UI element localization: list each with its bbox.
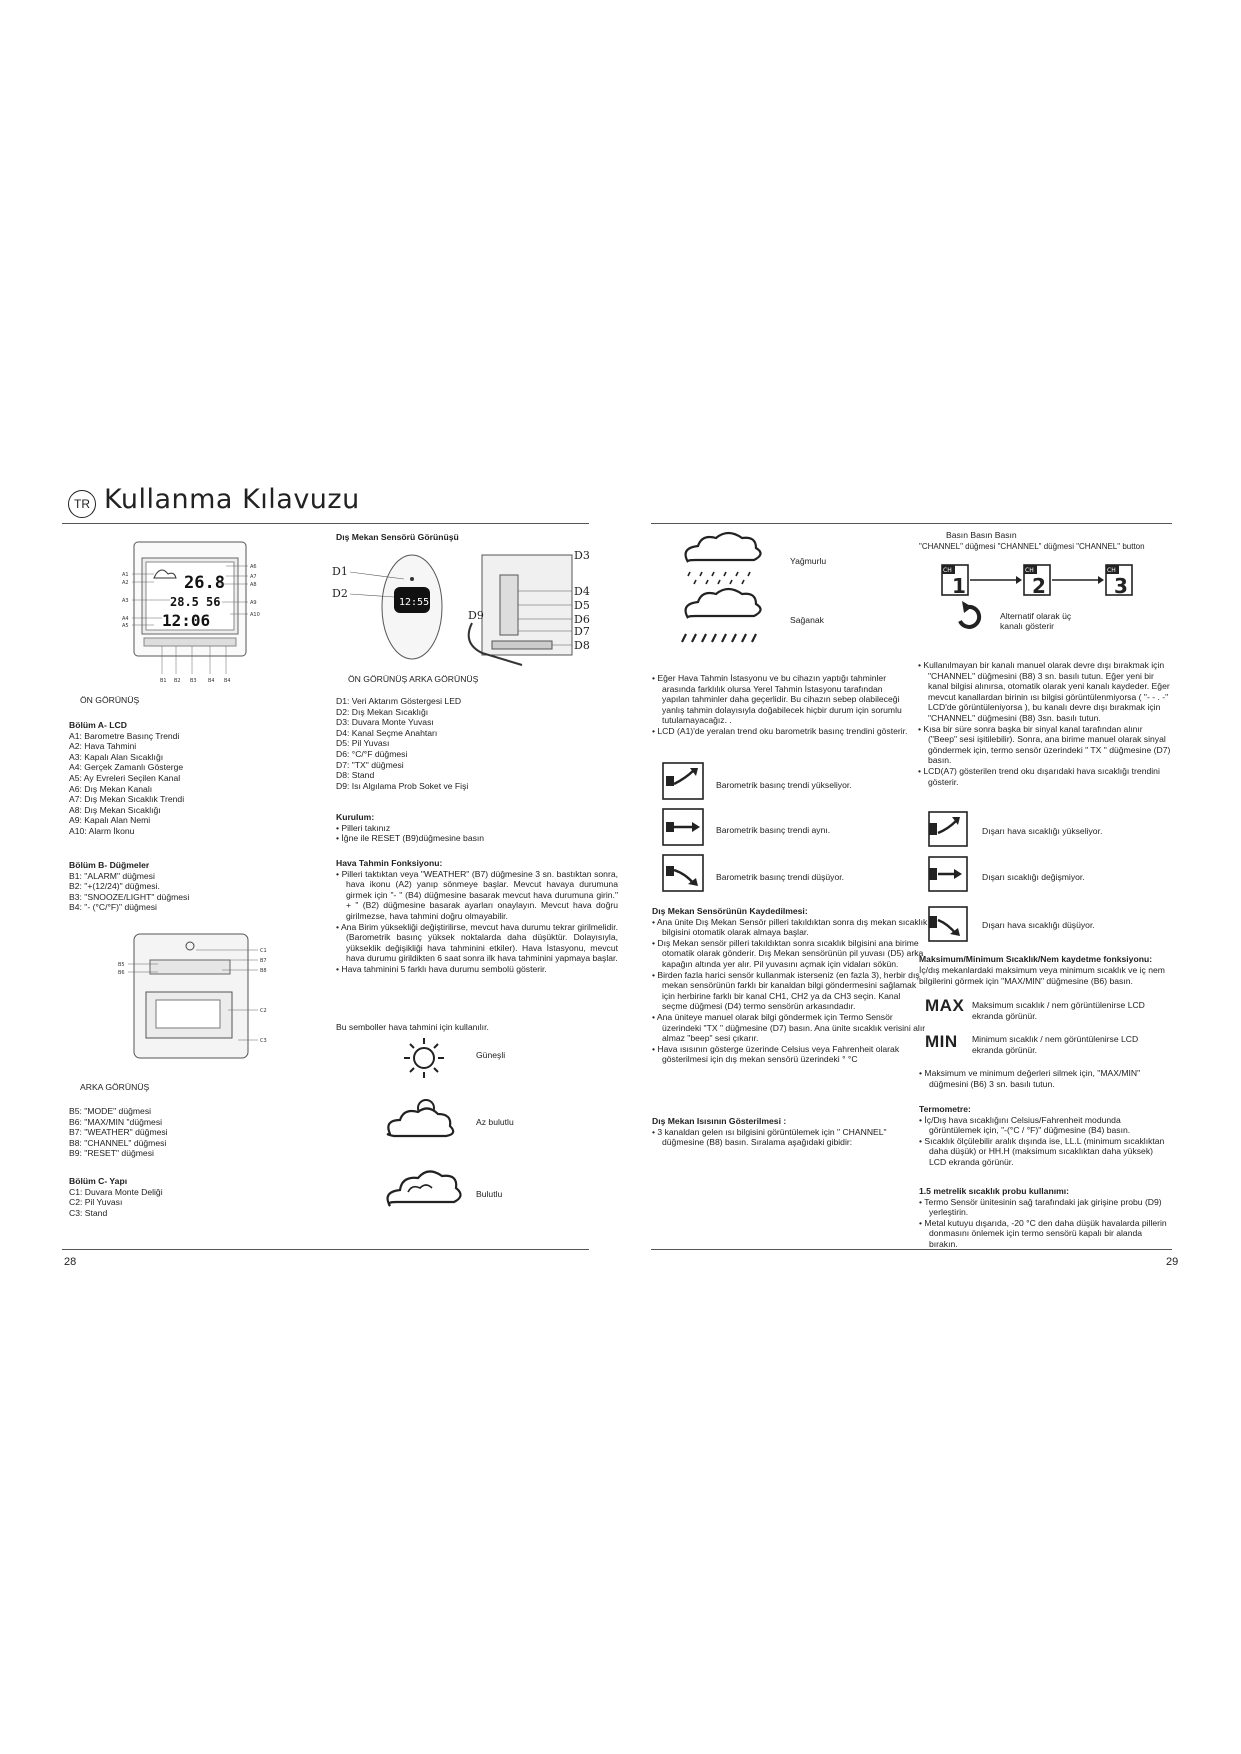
list-item: D6: °C/°F düğmesi xyxy=(336,748,408,759)
ch-label-2: CH xyxy=(1025,567,1034,574)
list-item: • Birden fazla harici sensör kullanmak isterseniz (en fazla 3), herbir dış mekan sensörünün farklı bir kanaldan bilgi göndermesini sağlamak için herbirine farklı bir kanal CH1, CH2 ya da CH3 seçin. Kanal seçme düğmesi (D4) termo sensörün arkasındadır. xyxy=(652,970,928,1012)
ch-label-3: CH xyxy=(1107,567,1116,574)
list-item: A9: Kapalı Alan Nemi xyxy=(69,815,151,826)
baro-trend-falling: Barometrik basınç trendi düşüyor. xyxy=(716,872,845,882)
alt-label-2: kanalı gösterir xyxy=(1000,621,1054,631)
list-item: B2: "+(12/24)" düğmesi. xyxy=(69,881,160,892)
install-section xyxy=(336,812,618,844)
channel-button-labels: "CHANNEL" düğmesi "CHANNEL" düğmesi "CHANNEL" button xyxy=(919,542,1145,551)
list-item: • Metal kutuyu dışarıda, -20 °C den daha düşük havalarda pillerin donmasını önlemek için termo sensörü kapalı bir alanda bırakın. xyxy=(919,1218,1171,1250)
label-b1: B1 xyxy=(160,678,167,684)
rain-icon xyxy=(680,536,776,590)
section-b xyxy=(69,860,189,913)
label-c2: C2 xyxy=(260,1008,267,1014)
label-a8: A8 xyxy=(250,582,257,588)
label-a7: A7 xyxy=(250,574,257,580)
label-a3: A3 xyxy=(122,598,129,604)
baro-trend-steady: Barometrik basınç trendi aynı. xyxy=(716,825,831,835)
list-item: D2: Dış Mekan Sıcaklığı xyxy=(336,706,429,717)
lcd-time: 12:06 xyxy=(162,611,211,630)
sensor-figure xyxy=(332,545,592,670)
temp-trend-rising: Dışarı hava sıcaklığı yükseliyor. xyxy=(982,826,1103,836)
list-item: A6: Dış Mekan Kanalı xyxy=(69,783,153,794)
label-a5: A5 xyxy=(122,623,129,629)
symbol-label-cloudy: Bulutlu xyxy=(476,1189,503,1199)
channel-notes xyxy=(918,660,1172,787)
label-d3: D3 xyxy=(574,549,590,562)
list-item: • Pilleri takınız xyxy=(336,823,618,834)
list-item: B1: "ALARM" düğmesi xyxy=(69,870,155,881)
thermo-title: Termometre: xyxy=(919,1104,971,1114)
section-c xyxy=(69,1176,163,1218)
section-b2 xyxy=(69,1106,168,1159)
divider-left-top xyxy=(62,523,589,524)
max-description: Maksimum sıcaklık / nem görüntülenirse LCD ekranda görünür. xyxy=(972,1000,1145,1021)
list-item: A1: Barometre Basınç Trendi xyxy=(69,730,180,741)
list-item: • Eğer Hava Tahmin İstasyonu ve bu cihazın yaptığı tahminler arasında farklılık olursa Yerel Tahmin İstasyonu tarafından yapılan tahminler daha geçerlidir. Bu cihazın sebep olabileceği yanlış tahmin dolayısıyla doğabilecek hiçbir durum için sorumlu tutulamayacağız. . xyxy=(652,673,910,726)
label-b8: B8 xyxy=(260,968,267,974)
alt-label-1: Alternatif olarak üç xyxy=(1000,611,1072,621)
label-b7: B7 xyxy=(260,958,267,964)
min-badge: MIN xyxy=(925,1032,958,1051)
register-section xyxy=(652,906,928,1065)
label-c3: C3 xyxy=(260,1038,267,1044)
label-b2: B2 xyxy=(174,678,181,684)
list-item: B3: "SNOOZE/LIGHT" düğmesi xyxy=(69,891,190,902)
list-item: • 3 kanaldan gelen ısı bilgisini görüntülemek için " CHANNEL" düğmesine (B8) basın. Sıralama aşağıdaki gibidir: xyxy=(652,1127,928,1148)
list-item: • Dış Mekan sensör pilleri takıldıktan sonra sıcaklık bilgisini ana birime otomatik olarak gönderir. Dış Mekan sensörünün pil yuvası (D5) arka kapağın altında yer alır. Pil yuvasını açmak için vidaları sökün. xyxy=(652,938,928,970)
label-a2: A2 xyxy=(122,580,129,586)
ch-label-1: CH xyxy=(943,567,952,574)
page-title: Kullanma Kılavuzu xyxy=(104,484,360,515)
label-c1: C1 xyxy=(260,948,267,954)
maxmin-intro: İç/dış mekanlardaki maksimum veya minimum sıcaklık ve iç nem bilgilerini görmek için "MAX/MIN" düğmesine (B6) basın. xyxy=(919,965,1165,986)
list-item: C3: Stand xyxy=(69,1207,108,1218)
label-d9: D9 xyxy=(468,609,484,622)
label-b5: B5 xyxy=(118,962,125,968)
temp-trend-steady: Dışarı sıcaklığı değişmiyor. xyxy=(982,872,1085,882)
divider-left-bottom xyxy=(62,1249,589,1250)
list-item: B4: "- (°C/°F)" düğmesi xyxy=(69,902,157,913)
list-item: B5: "MODE" düğmesi xyxy=(69,1106,152,1116)
list-item: D7: "TX" düğmesi xyxy=(336,759,404,770)
list-item: D9: Isı Algılama Prob Soket ve Fişi xyxy=(336,780,469,791)
list-item: D1: Veri Aktarım Göstergesi LED xyxy=(336,696,462,706)
section-b-title: Bölüm B- Düğmeler xyxy=(69,860,150,870)
list-item: D3: Duvara Monte Yuvası xyxy=(336,717,434,728)
lcd-outdoor-temp: 26.8 xyxy=(184,573,225,593)
label-a9: A9 xyxy=(250,600,257,606)
section-c-title: Bölüm C- Yapı xyxy=(69,1176,128,1186)
list-item: • Maksimum ve minimum değerleri silmek için, "MAX/MIN" düğmesini (B6) 3 sn. basılı tutun. xyxy=(919,1068,1171,1089)
page-header xyxy=(68,484,360,518)
list-item: A7: Dış Mekan Sıcaklık Trendi xyxy=(69,794,185,805)
shower-icon xyxy=(680,592,776,646)
forecast-notes xyxy=(652,673,910,737)
trend-rising-icon xyxy=(662,762,704,800)
label-d4: D4 xyxy=(574,585,590,598)
front-view-figure xyxy=(118,538,268,686)
thermo-section xyxy=(919,1104,1171,1168)
list-item: D8: Stand xyxy=(336,770,375,781)
divider-right-top xyxy=(651,523,1172,524)
max-badge: MAX xyxy=(925,996,965,1015)
list-item: • Sıcaklık ölçülebilir aralık dışında ise, LL.L (minimum sıcaklıktan daha düşük) or HH.H (maksimum sıcaklıktan daha yüksek) LCD ekranda görünür. xyxy=(919,1136,1171,1168)
lcd-humidity: 56 xyxy=(206,595,221,609)
symbols-intro: Bu semboller hava tahmini için kullanılır. xyxy=(336,1022,489,1032)
temp-steady-icon xyxy=(928,856,968,892)
cloudy-icon xyxy=(382,1166,466,1216)
install-title: Kurulum: xyxy=(336,812,375,822)
list-item: D5: Pil Yuvası xyxy=(336,738,390,749)
partly-cloudy-icon xyxy=(382,1094,462,1144)
list-item: • Hava ısısının gösterge üzerinde Celsius veya Fahrenheit olarak gösterilmesi için dış mekan sensörü üzerindeki ° °C xyxy=(652,1044,928,1065)
label-b6: B6 xyxy=(118,970,125,976)
press-labels: Basın Basın Basın xyxy=(946,530,1017,540)
probe-section xyxy=(919,1186,1171,1250)
list-item: • İç/Dış hava sıcaklığını Celsius/Fahrenheit modunda görüntülemek için, "-(°C / °F)" düğmesine (B4) basın. xyxy=(919,1115,1171,1136)
list-item: C2: Pil Yuvası xyxy=(69,1197,123,1208)
min-description: Minimum sıcaklık / nem görüntülenirse LCD ekranda görünür. xyxy=(972,1034,1139,1055)
label-d8: D8 xyxy=(574,639,590,652)
list-item: A4: Gerçek Zamanlı Gösterge xyxy=(69,762,184,773)
list-item: • LCD(A7) gösterilen trend oku dışarıdaki hava sıcaklığı trendini gösterir. xyxy=(918,766,1172,787)
label-d2: D2 xyxy=(332,587,348,600)
label-d6: D6 xyxy=(574,613,590,626)
maxmin-title: Maksimum/Minimum Sıcaklık/Nem kaydetme fonksiyonu: xyxy=(919,954,1153,964)
list-item: B8: "CHANNEL" düğmesi xyxy=(69,1137,167,1148)
label-d7: D7 xyxy=(574,625,590,638)
label-d1: D1 xyxy=(332,565,348,578)
list-item: B9: "RESET" düğmesi xyxy=(69,1148,154,1159)
maxmin-notes xyxy=(919,1068,1171,1089)
label-b4b: B4 xyxy=(224,678,231,684)
list-item: • Ana ünite Dış Mekan Sensör pilleri takıldıktan sonra dış mekan sıcaklık bilgisini otomatik olarak almaya başlar. xyxy=(652,917,928,938)
list-item: • Ana Birim yüksekliği değiştirilirse, mevcut hava durumu tekrar girilmelidir. (Barometrik basınç yüksek noktalarda daha düşüktür. Dolayısıyla, yükseklik değişikliği hava tahminini etkiler). Hava İstasyonu, mevcut hava durumu girildikten 6 saat sonra ilk hava tahminini yapmaya başlar. xyxy=(336,922,618,964)
label-a10: A10 xyxy=(250,612,260,618)
register-title: Dış Mekan Sensörünün Kaydedilmesi: xyxy=(652,906,808,916)
forecast-section xyxy=(336,858,618,975)
display-section xyxy=(652,1116,928,1148)
label-b4: B4 xyxy=(208,678,215,684)
list-item: • İğne ile RESET (B9)düğmesine basın xyxy=(336,833,618,844)
list-item: C1: Duvara Monte Deliği xyxy=(69,1186,163,1197)
list-item: A5: Ay Evreleri Seçilen Kanal xyxy=(69,772,181,783)
section-a-title: Bölüm A- LCD xyxy=(69,720,127,730)
list-item: • Kısa bir süre sonra başka bir sinyal kanal tarafından alınır ("Beep" sesi işitilebilir). Sonra, ana birime manuel olarak sinyal göndermek için, termo sensör üzerindeki " TX " düğmesine (D7) basın. xyxy=(918,724,1172,766)
list-item: • Termo Sensör ünitesinin sağ tarafındaki jak girişine probu (D9) yerleştirin. xyxy=(919,1197,1171,1218)
channel-2: 2 xyxy=(1032,574,1046,598)
temp-falling-icon xyxy=(928,906,968,942)
section-a xyxy=(69,720,184,837)
channel-1: 1 xyxy=(952,574,966,598)
label-a4: A4 xyxy=(122,616,129,622)
temp-trend-falling: Dışarı hava sıcaklığı düşüyor. xyxy=(982,920,1095,930)
label-a6: A6 xyxy=(250,564,257,570)
list-item: A3: Kapalı Alan Sıcaklığı xyxy=(69,751,164,762)
baro-trend-rising: Barometrik basınç trendi yükseliyor. xyxy=(716,780,852,790)
back-view-figure xyxy=(118,930,278,1068)
list-item: • Ana üniteye manuel olarak bilgi göndermek için Termo Sensör üzerindeki "TX " düğmesine (D7) basın. Ana ünite sıcaklık verisini alır almaz "beep" sesi çıkarır. xyxy=(652,1012,928,1044)
list-item: A8: Dış Mekan Sıcaklığı xyxy=(69,804,161,815)
probe-title: 1.5 metrelik sıcaklık probu kullanımı: xyxy=(919,1186,1069,1196)
label-b3: B3 xyxy=(190,678,197,684)
back-view-label: ARKA GÖRÜNÜŞ xyxy=(80,1082,150,1092)
trend-falling-icon xyxy=(662,854,704,892)
sensor-screen: 12:55 xyxy=(399,597,430,608)
lcd-indoor-temp: 28.5 xyxy=(170,595,199,609)
list-item: D4: Kanal Seçme Anahtarı xyxy=(336,727,438,738)
list-item: • Hava tahminini 5 farklı hava durumu sembolü gösterir. xyxy=(336,964,618,975)
trend-steady-icon xyxy=(662,808,704,846)
list-item: • Kullanılmayan bir kanalı manuel olarak devre dışı bırakmak için "CHANNEL" düğmesini (B8) 3 sn. basılı tutun. Eğer yeni bir kanal bilgisi alınırsa, otomatik olarak yeni kanalı kaydeder. Eğer mevcut kanallardan birinin ısı bilgisi görüntülenmiyorsa ( "- - . -" LCD'de görüntüleniyorsa ), bu kanalı devre dışı bırakmak için "CHANNEL" düğmesini (B8) 3sn. basılı tutun. xyxy=(918,660,1172,724)
forecast-title: Hava Tahmin Fonksiyonu: xyxy=(336,858,443,868)
temp-rising-icon xyxy=(928,811,968,847)
shower-label: Sağanak xyxy=(790,615,824,625)
sensor-title: Dış Mekan Sensörü Görünüşü xyxy=(336,532,459,542)
channel-3: 3 xyxy=(1114,574,1128,598)
symbol-label-partly-cloudy: Az bulutlu xyxy=(476,1117,514,1127)
list-item: B6: "MAX/MIN "düğmesi xyxy=(69,1116,163,1127)
list-item: B7: "WEATHER" düğmesi xyxy=(69,1127,168,1138)
list-item: • Pilleri taktıktan veya "WEATHER" (B7) düğmesine 3 sn. bastıktan sonra, hava ikonu (A2) yanıp sönmeye başlar. Mevcut havaya durumuna girmek için "- " (B4) düğmesine basarak mevcut hava durumuna girin." + " (B2) düğmesine basarak ayarları onaylayın. Mevcut hava doğru girilmezse, hava tahmini doğru olmayabilir. xyxy=(336,869,618,922)
page-number-left: 28 xyxy=(64,1256,77,1268)
front-view-label: ÖN GÖRÜNÜŞ xyxy=(80,695,140,705)
views-label: ÖN GÖRÜNÜŞ ARKA GÖRÜNÜŞ xyxy=(348,674,479,684)
page-number-right: 29 xyxy=(1166,1256,1179,1268)
language-badge: TR xyxy=(68,490,96,518)
display-title: Dış Mekan Isısının Gösterilmesi : xyxy=(652,1116,787,1126)
d-list xyxy=(336,696,468,791)
sun-icon xyxy=(400,1036,450,1080)
list-item: A10: Alarm İkonu xyxy=(69,825,135,836)
label-a1: A1 xyxy=(122,572,129,578)
label-d5: D5 xyxy=(574,599,590,612)
list-item: A2: Hava Tahmini xyxy=(69,741,137,752)
rain-label: Yağmurlu xyxy=(790,556,827,566)
symbol-label-sunny: Güneşli xyxy=(476,1050,506,1060)
list-item: • LCD (A1)'de yeralan trend oku barometrik basınç trendini gösterir. xyxy=(652,726,910,737)
